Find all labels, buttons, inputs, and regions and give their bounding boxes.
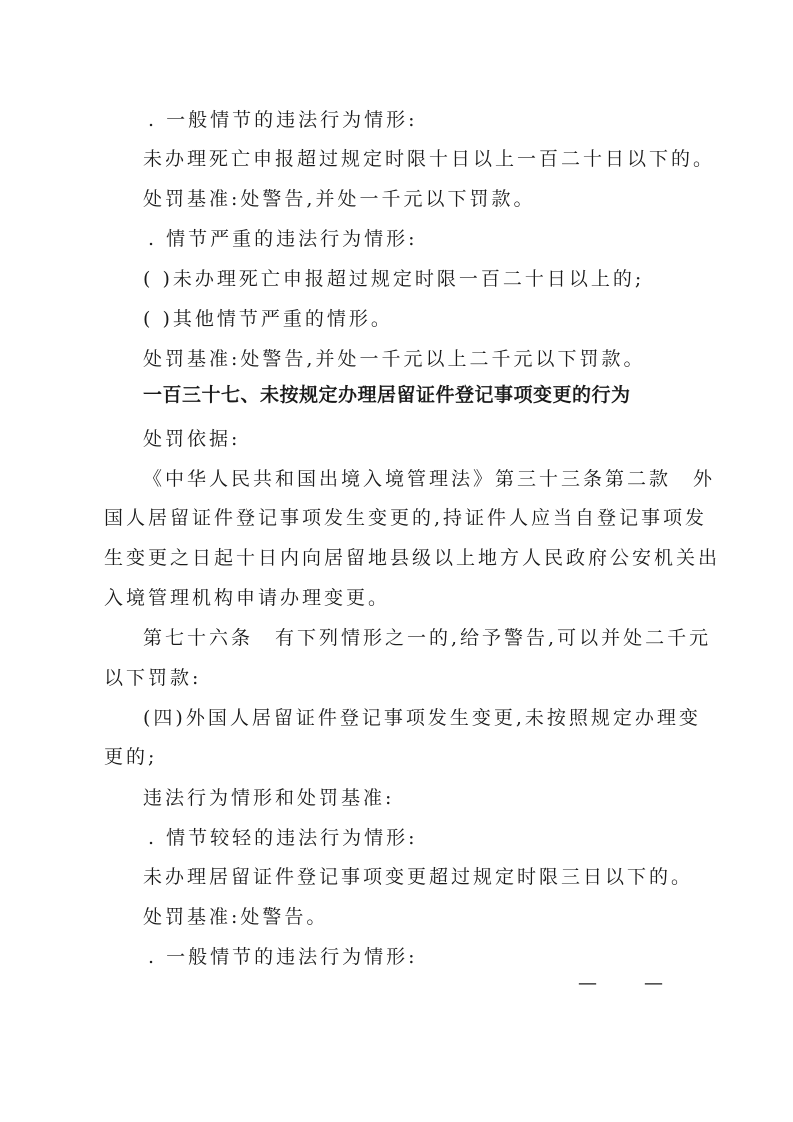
footer-dash-left: —	[578, 972, 597, 994]
paragraph-line: 未办理死亡申报超过规定时限十日以上一百二十日以下的。	[143, 148, 716, 170]
footer-dash-right: —	[644, 972, 663, 994]
paragraph-line: 未办理居留证件登记事项变更超过规定时限三日以下的。	[143, 866, 694, 888]
subsection-minor-title: . 情节较轻的违法行为情形:	[148, 827, 418, 849]
subsection-general-title: . 一般情节的违法行为情形:	[148, 109, 418, 131]
paragraph-line: 《中华人民共和国出境入境管理法》第三十三条第二款 外	[143, 468, 716, 490]
subsection-general-title: . 一般情节的违法行为情形:	[148, 946, 418, 968]
paragraph-line: 入境管理机构申请办理变更。	[104, 587, 391, 609]
paragraph-line: 生变更之日起十日内向居留地县级以上地方人民政府公安机关出	[104, 547, 721, 569]
section-heading: 一百三十七、未按规定办理居留证件登记事项变更的行为	[143, 384, 631, 406]
paragraph-line: 第七十六条 有下列情形之一的,给予警告,可以并处二千元	[143, 627, 712, 649]
penalty-basis-label: 处罚依据:	[143, 428, 241, 450]
list-item-line: ( )未办理死亡申报超过规定时限一百二十日以上的;	[143, 268, 645, 290]
penalty-standard-line: 处罚基准:处警告。	[143, 906, 329, 928]
subsection-serious-title: . 情节严重的违法行为情形:	[148, 228, 418, 250]
violation-standard-label: 违法行为情形和处罚基准:	[143, 787, 395, 809]
paragraph-line: 国人居留证件登记事项发生变更的,持证件人应当自登记事项发	[104, 507, 708, 529]
penalty-standard-line: 处罚基准:处警告,并处一千元以下罚款。	[143, 188, 536, 210]
paragraph-line: 更的;	[104, 746, 158, 768]
penalty-standard-line: 处罚基准:处警告,并处一千元以上二千元以下罚款。	[143, 348, 646, 370]
paragraph-line: 以下罚款:	[104, 667, 202, 689]
list-item-line: ( )其他情节严重的情形。	[143, 308, 393, 330]
paragraph-line: (四)外国人居留证件登记事项发生变更,未按照规定办理变	[143, 707, 701, 729]
